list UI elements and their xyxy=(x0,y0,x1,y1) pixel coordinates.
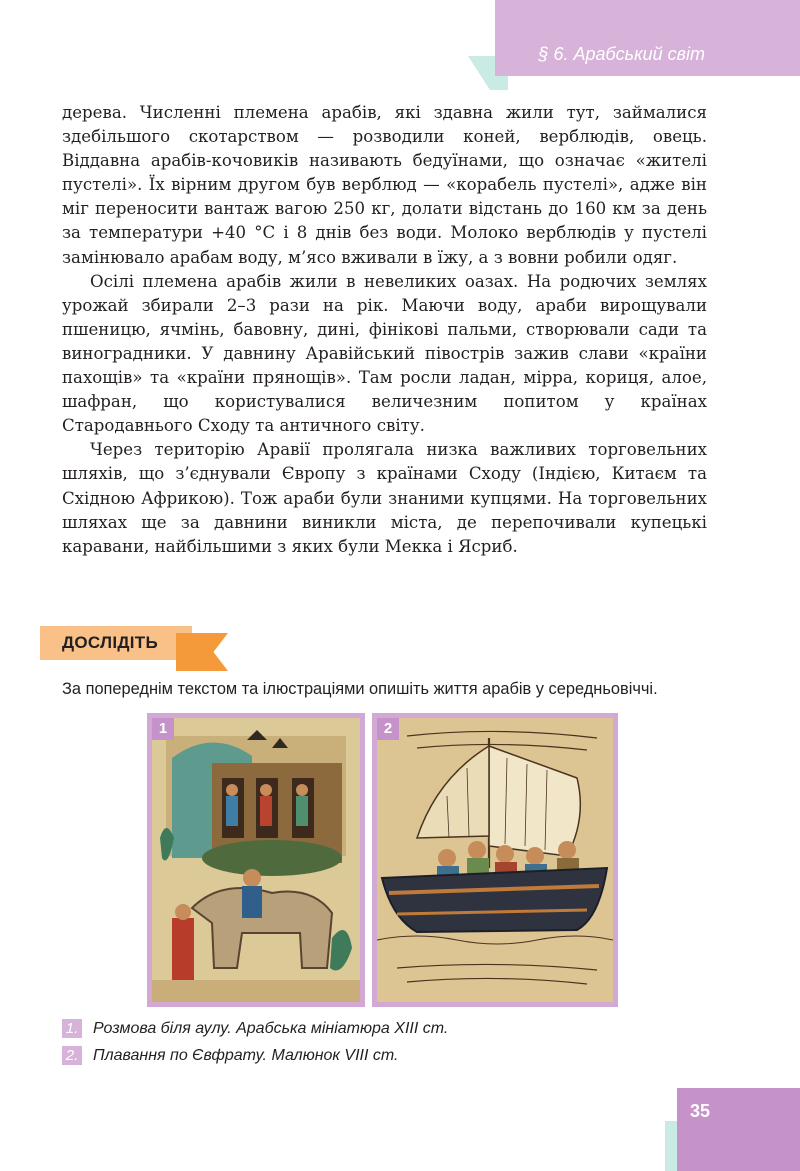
figure-2-image xyxy=(372,713,618,1007)
research-flag-shape xyxy=(176,633,228,671)
paragraph-1: дерева. Численні племена арабів, які здавна жили тут, займалися здебільшого скотарством — розводили коней, верблюдів, овець. Віддавна арабів-кочовиків називають бедуїнами, що означає «жителі пустелі». Їх вірним другом був верблюд — «корабель пустелі», адже він міг переносити вантаж вагою 250 кг, долати відстань до 160 км за день за температури +40 °С і 8 днів без води. Молоко верблюдів у пустелі замінювало арабам воду, м’ясо вживали в їжу, а з вовни робили одяг. xyxy=(62,103,707,267)
caption-1-text: Розмова біля аулу. Арабська мініатюра XIII ст. xyxy=(93,1020,449,1037)
research-task: За попереднім текстом та ілюстраціями опишіть життя арабів у середньовіччі. xyxy=(62,680,658,698)
figure-2-caption xyxy=(62,1046,398,1066)
arab-miniature-illustration xyxy=(152,718,360,1002)
figure-2-number: 2 xyxy=(377,718,399,740)
euphrates-boat-illustration xyxy=(377,718,613,1002)
page-number: 35 xyxy=(690,1101,711,1121)
figure-1-image xyxy=(147,713,365,1007)
research-label: ДОСЛІДІТЬ xyxy=(62,633,158,652)
figure-1-number: 1 xyxy=(152,718,174,740)
caption-2-text: Плавання по Євфрату. Малюнок VIII ст. xyxy=(93,1047,399,1064)
section-title: § 6. Арабський світ xyxy=(538,44,705,64)
paragraph-2: Осілі племена арабів жили в невеликих оазах. На родючих землях урожай збирали 2–3 рази на рік. Маючи воду, араби вирощували пшеницю, ячмінь, бавовну, дині, фінікові пальми, створювали сади та виноградники. У давнину Аравійський півострів зажив слави «країни пахощів» та «країни прянощів». Там росли ладан, мірра, кориця, алое, шафран, що користувалися величезним попитом у країнах Стародавнього Сходу та античного світу. xyxy=(62,271,707,436)
caption-1-number: 1. xyxy=(62,1019,82,1038)
paragraph-3: Через територію Аравії пролягала низка важливих торговельних шляхів, що з’єднували Європу з країнами Сходу (Індією, Китаєм та Східною Африкою). Тож араби були знаними купцями. На торговельних шляхах ще за давнини виникли міста, де перепочивали купецькі каравани, найбільшими з яких були Мекка і Ясриб. xyxy=(62,440,707,556)
figure-1-caption xyxy=(62,1019,448,1039)
body-text xyxy=(62,101,707,559)
caption-2-number: 2. xyxy=(62,1046,82,1065)
page-number-accent xyxy=(665,1121,677,1171)
